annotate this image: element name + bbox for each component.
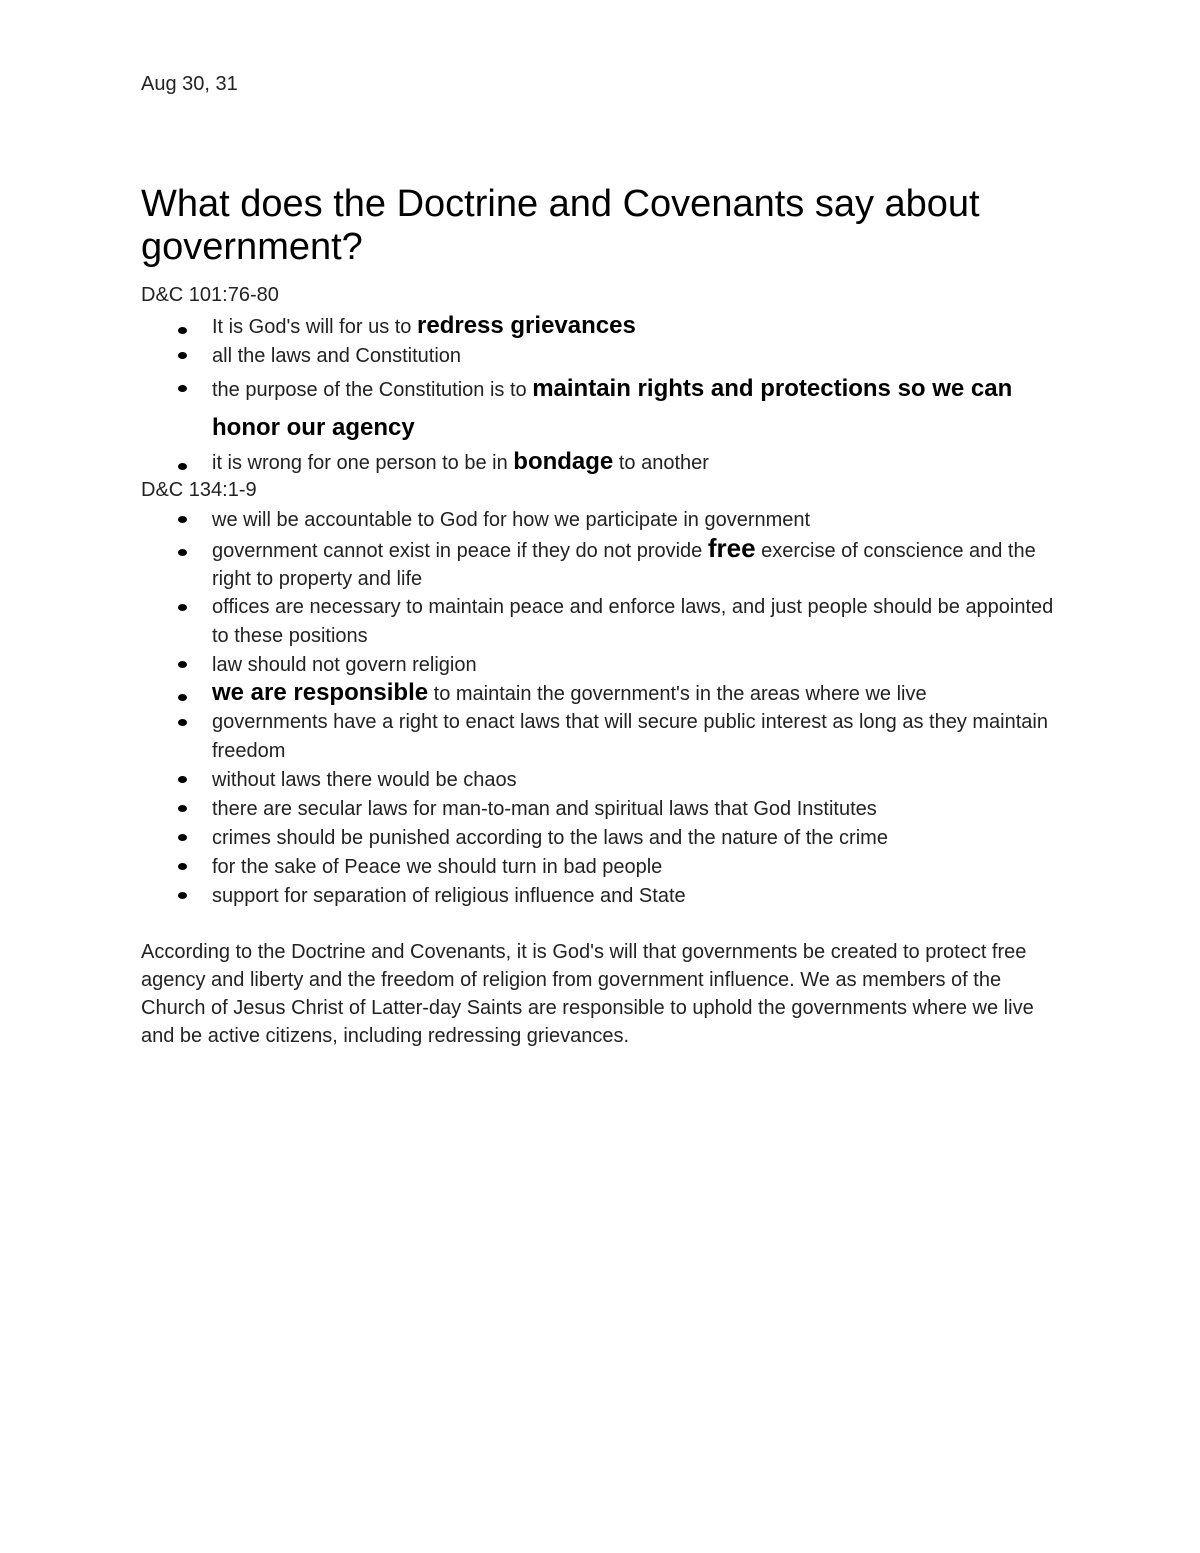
item-text-after: to maintain the government's in the areas where we live (428, 683, 927, 705)
item-text-after: to another (613, 452, 709, 474)
list-item (141, 765, 1061, 794)
document-date: Aug 30, 31 (141, 73, 238, 95)
bullet-icon (178, 549, 187, 556)
item-emphasis: maintain rights and protections so we can honor our agency (212, 375, 1013, 441)
item-emphasis: redress grievances (417, 312, 636, 339)
section-reference: D&C 134:1-9 (141, 479, 257, 501)
item-emphasis: we are responsible (212, 679, 429, 706)
list-item (141, 794, 1061, 823)
list-item (141, 312, 1061, 341)
bullet-icon (178, 892, 187, 899)
bullet-icon (178, 604, 187, 611)
item-text: there are secular laws for man-to-man and spiritual laws that God Institutes (212, 798, 877, 820)
item-emphasis: free (707, 533, 756, 563)
bullet-icon (178, 516, 187, 523)
item-text: law should not govern religion (212, 654, 477, 676)
list-item (141, 823, 1061, 852)
list-item (141, 679, 1061, 708)
bullet-list (141, 505, 1061, 910)
item-text: it is wrong for one person to be in (212, 452, 514, 474)
item-text: government cannot exist in peace if they do not provide (212, 540, 708, 562)
item-emphasis: bondage (513, 448, 614, 475)
bullet-list (141, 312, 1061, 477)
bullet-icon (178, 719, 187, 726)
list-item (141, 650, 1061, 679)
bullet-icon (178, 776, 187, 783)
item-text: support for separation of religious influence and State (212, 885, 686, 907)
item-text: we will be accountable to God for how we participate in government (212, 509, 811, 531)
item-text: crimes should be punished according to the laws and the nature of the crime (212, 827, 888, 849)
bullet-icon (178, 805, 187, 812)
list-item (141, 881, 1061, 910)
item-text: offices are necessary to maintain peace and enforce laws, and just people should be appointed to these positions (212, 596, 1054, 647)
list-item (141, 708, 1061, 765)
item-text: the purpose of the Constitution is to (212, 379, 533, 401)
bullet-icon (178, 463, 187, 470)
item-text: for the sake of Peace we should turn in bad people (212, 856, 663, 878)
list-item (141, 370, 1061, 448)
item-text: all the laws and Constitution (212, 345, 462, 367)
list-item (141, 448, 1061, 477)
bullet-icon (178, 352, 187, 359)
section-reference: D&C 101:76-80 (141, 284, 279, 306)
document-title: What does the Doctrine and Covenants say about government? (141, 183, 980, 268)
list-item (141, 534, 1061, 593)
list-item (141, 593, 1061, 650)
item-text: It is God's will for us to (212, 316, 417, 338)
document-body (141, 282, 1061, 1070)
bullet-icon (178, 661, 187, 668)
item-text-after: exercise of conscience and the right to property and life (212, 540, 1036, 590)
bullet-icon (178, 863, 187, 870)
list-item (141, 341, 1061, 370)
item-text: governments have a right to enact laws that will secure public interest as long as they maintain freedom (212, 711, 1048, 762)
item-text: without laws there would be chaos (212, 769, 517, 791)
list-item (141, 852, 1061, 881)
bullet-icon (178, 385, 187, 392)
bullet-icon (178, 694, 187, 701)
bullet-icon (178, 327, 187, 334)
list-item (141, 505, 1061, 534)
bullet-icon (178, 834, 187, 841)
conclusion-paragraph: According to the Doctrine and Covenants, it is God's will that governments be created to protect free agency and liberty and the freedom of religion from government influence. We as members of the Church of Jesus Christ of Latter-day Saints are responsible to uphold the governments where we live and be active citizens, including redressing grievances. (141, 941, 1034, 1047)
